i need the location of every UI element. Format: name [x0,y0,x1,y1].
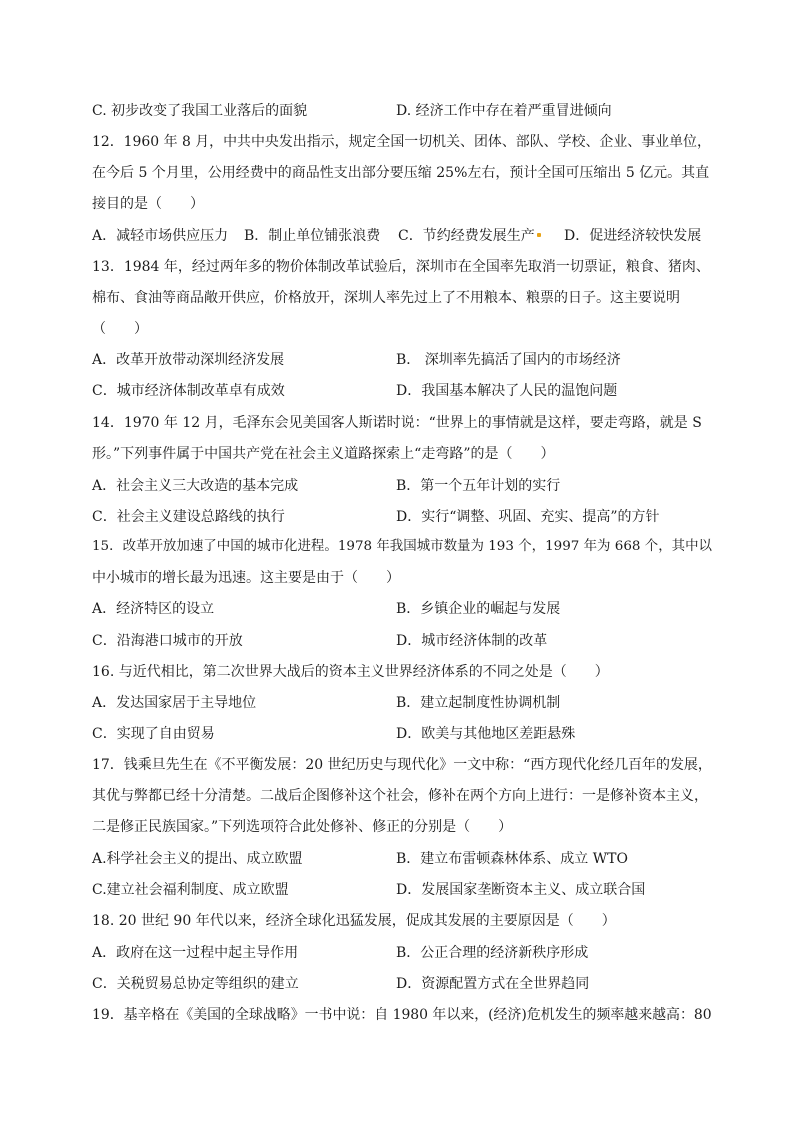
q12-option-c: C．节约经费发展生产 [398,228,535,244]
q18-stem-line-1: 18. 20 世纪 90 年代以来，经济全球化迅猛发展，促成其发展的主要原因是（ ） [92,913,616,929]
q13-option-b: B． 深圳率先搞活了国内的市场经济 [396,352,621,368]
q18-option-a: A．政府在这一过程中起主导作用 [92,945,299,961]
q16-option-b: B．建立起制度性协调机制 [396,695,561,711]
q14-stem-line-2: 形。”下列事件属于中国共产党在社会主义道路探索上“走弯路”的是（ ） [92,446,555,462]
q17-stem-line-3: 二是修正民族国家。”下列选项符合此处修补、修正的分别是（ ） [92,819,513,835]
q16-option-d: D．欧美与其他地区差距悬殊 [396,726,576,742]
q18-option-b: B．公正合理的经济新秩序形成 [396,945,589,961]
q19-stem-line-1: 19．基辛格在《美国的全球战略》一书中说：自 1980 年以来，(经济)危机发生的频率越来越高：80 [92,1007,712,1023]
q11-option-c: C. 初步改变了我国工业落后的面貌 [92,103,308,119]
q13-option-c: C．城市经济体制改革卓有成效 [92,383,285,399]
q16-option-a: A．发达国家居于主导地位 [92,695,257,711]
q13-stem-line-3: （ ） [92,321,148,337]
q15-option-d: D．城市经济体制的改革 [396,633,548,649]
q14-option-c: C．社会主义建设总路线的执行 [92,509,285,525]
q16-stem-line-1: 16. 与近代相比，第二次世界大战后的资本主义世界经济体系的不同之处是（ ） [92,664,609,680]
q17-option-d: D．发展国家垄断资本主义、成立联合国 [396,882,646,898]
q13-option-a: A．改革开放带动深圳经济发展 [92,352,285,368]
q15-stem-line-2: 中小城市的增长最为迅速。这主要是由于（ ） [92,570,400,586]
q12-option-b: B．制止单位铺张浪费 [244,228,381,244]
orange-dot-mark [537,233,541,237]
q12-option-d: D．促进经济较快发展 [564,228,702,244]
q17-stem-line-2: 其优与弊都已经十分清楚。二战后企图修补这个社会，修补在两个方向上进行：一是修补资本主义， [92,788,708,804]
q12-stem-line-2: 在今后 5 个月里，公用经费中的商品性支出部分要压缩 25%左右，预计全国可压缩出 5 亿元。其直 [92,165,710,181]
q15-option-a: A．经济特区的设立 [92,601,215,617]
q12-option-a: A．减轻市场供应压力 [92,228,229,244]
q11-option-d: D. 经济工作中存在着严重冒进倾向 [396,103,612,119]
q13-stem-line-2: 棉布、食油等商品敞开供应，价格放开，深圳人率先过上了不用粮本、粮票的日子。这主要说明 [92,290,680,306]
q17-option-c: C.建立社会福利制度、成立欧盟 [92,882,289,898]
q12-stem-line-3: 接目的是（ ） [92,196,204,212]
q18-option-d: D．资源配置方式在全世界趋同 [396,976,590,992]
q14-option-b: B．第一个五年计划的实行 [396,478,561,494]
q17-stem-line-1: 17．钱乘旦先生在《不平衡发展：20 世纪历史与现代化》一文中称：“西方现代化经几百年的发展， [92,757,712,773]
q14-option-a: A．社会主义三大改造的基本完成 [92,478,299,494]
q12-stem-line-1: 12．1960 年 8 月，中共中央发出指示，规定全国一切机关、团体、部队、学校、企业、事业单位， [92,134,711,150]
q15-option-b: B．乡镇企业的崛起与发展 [396,601,561,617]
q18-option-c: C．关税贸易总协定等组织的建立 [92,976,299,992]
q12-option-c-wrap [398,226,547,246]
q13-option-d: D．我国基本解决了人民的温饱问题 [396,383,618,399]
q14-stem-line-1: 14．1970 年 12 月，毛泽东会见美国客人斯诺时说：“世界上的事情就是这样，要走弯路，就是 S [92,415,702,431]
q13-stem-line-1: 13．1984 年，经过两年多的物价体制改革试验后，深圳市在全国率先取消一切票证，粮食、猪肉、 [92,259,710,275]
q17-option-b: B．建立布雷顿森林体系、成立 WTO [396,851,628,867]
q17-option-a: A.科学社会主义的提出、成立欧盟 [92,851,303,867]
q15-option-c: C．沿海港口城市的开放 [92,633,243,649]
q15-stem-line-1: 15．改革开放加速了中国的城市化进程。1978 年我国城市数量为 193 个，1997 年为 668 个，其中以 [92,539,713,554]
q16-option-c: C．实现了自由贸易 [92,726,215,742]
q14-option-d: D．实行“调整、巩固、充实、提高”的方针 [396,509,660,525]
